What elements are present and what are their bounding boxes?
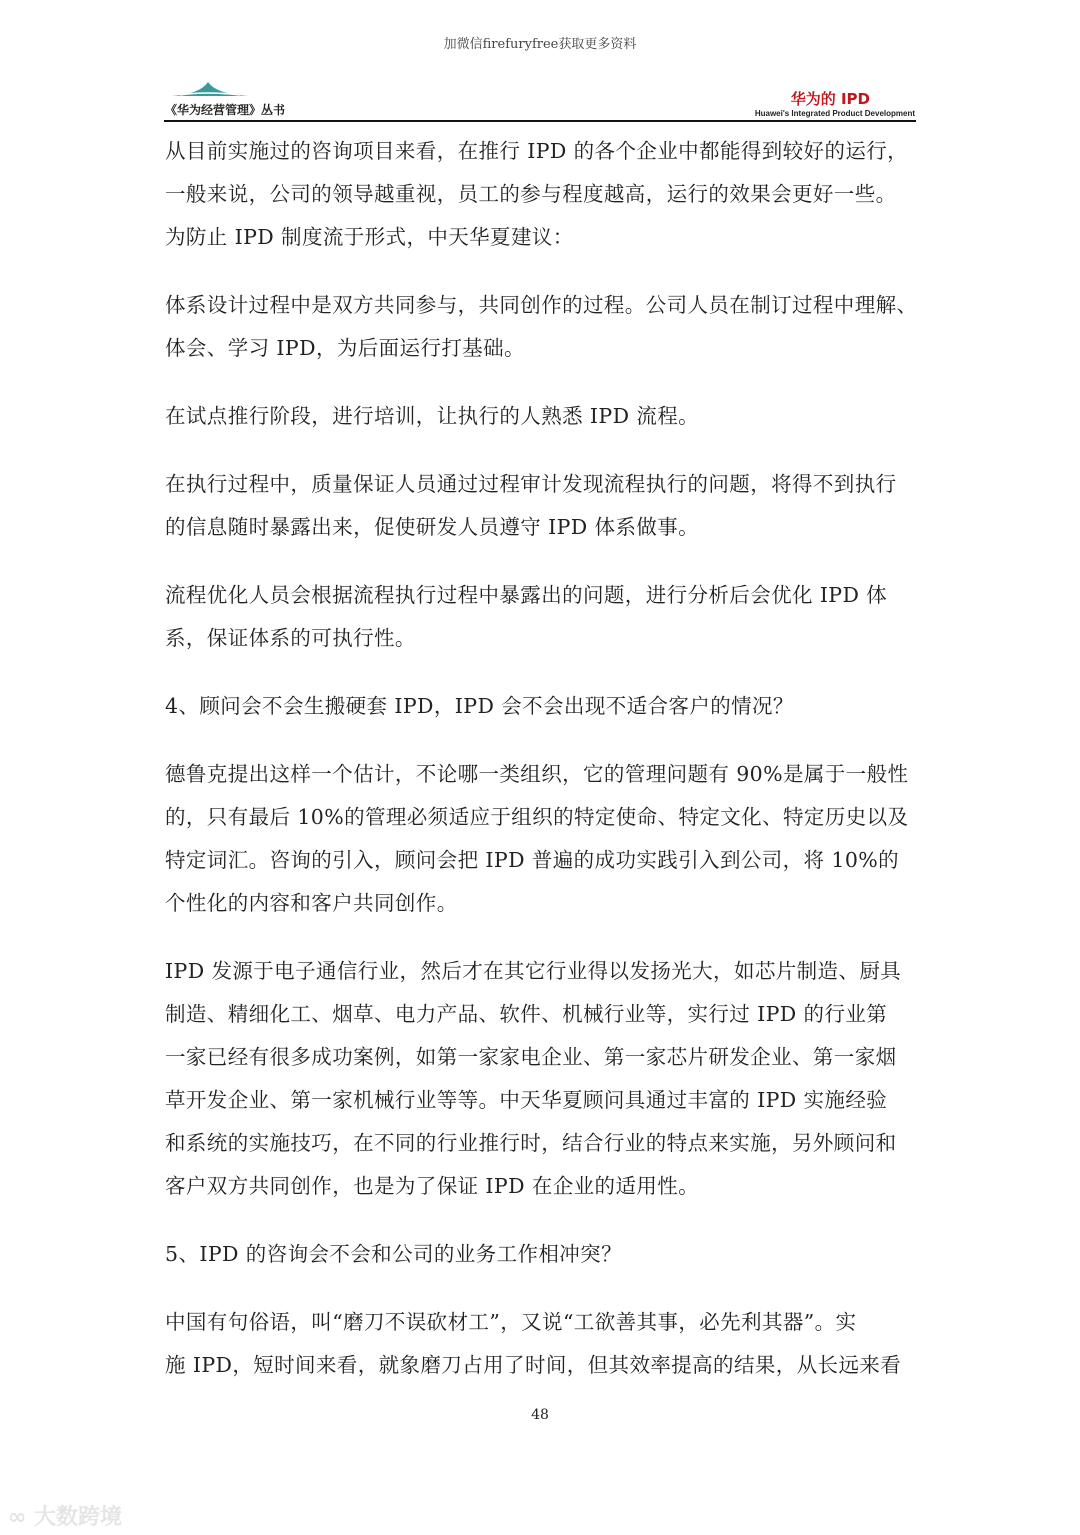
text-line: 从目前实施过的咨询项目来看，在推行 IPD 的各个企业中都能得到较好的运行， xyxy=(165,139,909,163)
top-note: 加微信firefuryfree获取更多资料 xyxy=(443,37,637,52)
text-line: 一家已经有很多成功案例，如第一家家电企业、第一家芯片研发企业、第一家烟 xyxy=(165,1045,897,1069)
text-line: 中国有句俗语，叫“磨刀不误砍材工”，又说“工欲善其事，必先利其器”。实 xyxy=(165,1310,857,1334)
header-brand xyxy=(755,88,915,118)
text-line: 在执行过程中，质量保证人员通过过程审计发现流程执行的问题，将得不到执行 xyxy=(165,472,897,496)
text-line: 草开发企业、第一家机械行业等等。中天华夏顾问具通过丰富的 IPD 实施经验 xyxy=(165,1088,888,1112)
document-body xyxy=(165,130,925,1412)
text-line: 一般来说，公司的领导越重视，员工的参与程度越高，运行的效果会更好一些。 xyxy=(165,182,897,206)
header-divider xyxy=(164,120,916,122)
paragraph xyxy=(165,685,925,728)
text-line: 在试点推行阶段，进行培训，让执行的人熟悉 IPD 流程。 xyxy=(165,404,700,428)
text-line: 的信息随时暴露出来，促使研发人员遵守 IPD 体系做事。 xyxy=(165,515,700,539)
paragraph xyxy=(165,1301,925,1387)
text-line: 特定词汇。咨询的引入，顾问会把 IPD 普遍的成功实践引入到公司，将 10%的 xyxy=(165,848,900,872)
text-line: 客户双方共同创作，也是为了保证 IPD 在企业的适用性。 xyxy=(165,1174,700,1198)
paragraph xyxy=(165,753,925,925)
paragraph xyxy=(165,130,925,259)
paragraph xyxy=(165,950,925,1208)
watermark-text: 大数跨境 xyxy=(34,1505,123,1530)
text-line: 5、IPD 的咨询会不会和公司的业务工作相冲突？ xyxy=(165,1242,622,1266)
paragraph xyxy=(165,1233,925,1276)
page-number: 48 xyxy=(531,1407,549,1423)
paragraph xyxy=(165,284,925,370)
text-line: 流程优化人员会根据流程执行过程中暴露出的问题，进行分析后会优化 IPD 体 xyxy=(165,583,888,607)
text-line: 4、顾问会不会生搬硬套 IPD，IPD 会不会出现不适合客户的情况？ xyxy=(165,694,794,718)
book-series-title: 《华为经营管理》丛书 xyxy=(165,103,286,117)
text-line: 制造、精细化工、烟草、电力产品、软件、机械行业等，实行过 IPD 的行业第 xyxy=(165,1002,888,1026)
mountain-logo-icon xyxy=(170,80,250,100)
text-line: 德鲁克提出这样一个估计，不论哪一类组织，它的管理问题有 90%是属于一般性 xyxy=(165,762,909,786)
paragraph xyxy=(165,574,925,660)
text-line: 的，只有最后 10%的管理必须适应于组织的特定使命、特定文化、特定历史以及 xyxy=(165,805,909,829)
header-subtitle: Huawei's Integrated Product Development xyxy=(754,109,915,118)
text-line: 为防止 IPD 制度流于形式，中天华夏建议： xyxy=(165,225,574,249)
paragraph xyxy=(165,463,925,549)
paragraph xyxy=(165,395,925,438)
text-line: 体系设计过程中是双方共同参与，共同创作的过程。公司人员在制订过程中理解、 xyxy=(165,293,918,317)
watermark-logo: ∞ 大数跨境 xyxy=(8,1505,123,1530)
text-line: 和系统的实施技巧，在不同的行业推行时，结合行业的特点来实施，另外顾问和 xyxy=(165,1131,897,1155)
text-line: 系，保证体系的可执行性。 xyxy=(165,626,416,650)
header-title: 华为的 IPD xyxy=(790,90,870,108)
text-line: 体会、学习 IPD，为后面运行打基础。 xyxy=(165,336,525,360)
text-line: 个性化的内容和客户共同创作。 xyxy=(165,891,458,915)
text-line: 施 IPD，短时间来看，就象磨刀占用了时间，但其效率提高的结果，从长远来看 xyxy=(165,1353,902,1377)
text-line: IPD 发源于电子通信行业，然后才在其它行业得以发扬光大，如芯片制造、厨具 xyxy=(165,959,902,983)
